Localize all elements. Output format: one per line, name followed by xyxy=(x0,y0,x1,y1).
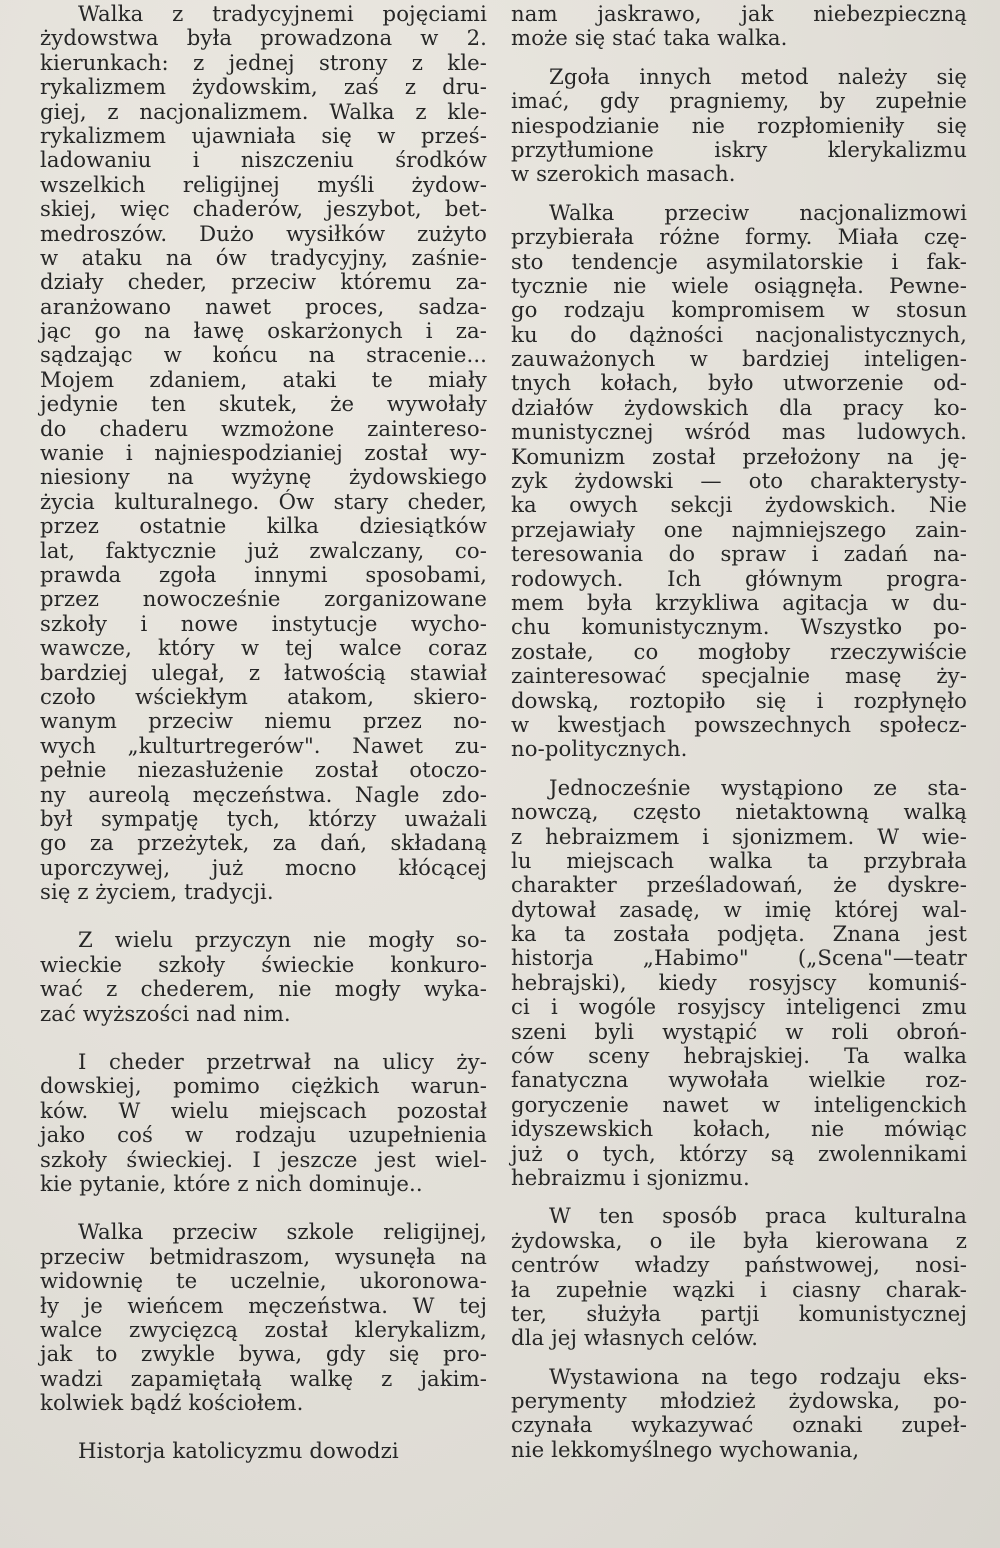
right-paragraph-5 xyxy=(511,1204,967,1350)
text-line: goryczenie nawet w inteligenckich xyxy=(511,1091,967,1117)
text-line: ka owych sekcji żydowskich. Nie xyxy=(511,492,967,518)
text-line: kolwiek bądź kościołem. xyxy=(40,1390,304,1416)
text-line: kie pytanie, które z nich dominuje.. xyxy=(40,1170,423,1196)
text-line: go za przeżytek, za dań, składaną xyxy=(40,830,487,856)
left-paragraph-5 xyxy=(40,1439,487,1463)
text-line: przez nowocześnie zorganizowane xyxy=(40,586,487,612)
text-line: sądzając w końcu na stracenie... xyxy=(40,342,487,368)
text-line: działów żydowskich dla pracy ko- xyxy=(511,394,967,420)
text-line: już o tych, którzy są zwolennikami xyxy=(511,1140,967,1166)
right-paragraph-1 xyxy=(511,2,967,51)
text-line: dowskiej, pomimo ciężkich warun- xyxy=(40,1073,487,1099)
text-line: uporczywej, już mocno kłócącej xyxy=(40,854,487,880)
text-line: fanatyczna wywołała wielkie roz- xyxy=(511,1067,967,1093)
text-line: ców sceny hebrajskiej. Ta walka xyxy=(511,1043,967,1069)
text-line: Mojem zdaniem, ataki te miały xyxy=(40,366,487,392)
text-line: wadzi zapamiętałą walkę z jakim- xyxy=(40,1365,487,1391)
text-line: wszelkich religijnej myśli żydow- xyxy=(40,171,487,197)
right-text-column xyxy=(511,2,967,1462)
text-line: przytłumione iskry klerykalizmu xyxy=(511,136,967,162)
text-line: jedynie ten skutek, że wywołały xyxy=(40,391,487,417)
paragraph-gap xyxy=(511,1351,967,1365)
text-line: dowską, roztopiło się i rozpłynęło xyxy=(511,687,967,713)
right-paragraph-2 xyxy=(511,65,967,187)
left-paragraph-4 xyxy=(40,1220,487,1415)
text-line: zyk żydowski — oto charakterysty- xyxy=(511,468,967,494)
paragraph-gap xyxy=(40,904,487,928)
text-line: ków. W wielu miejscach pozostał xyxy=(40,1097,487,1123)
paragraph-gap xyxy=(511,762,967,776)
text-line: wawcze, który w tej walce coraz xyxy=(40,635,487,661)
text-line: tycznie nie wiele osiągnęła. Pewne- xyxy=(511,272,967,298)
paragraph-gap xyxy=(511,51,967,65)
text-line: życia kulturalnego. Ów stary cheder, xyxy=(40,488,487,514)
text-line: Jednocześnie wystąpiono ze sta- xyxy=(549,774,967,800)
text-line: wieckie szkoły świeckie konkuro- xyxy=(40,951,487,977)
text-line: przejawiały one najmniejszego zain- xyxy=(511,516,967,542)
text-line: ter, służyła partji komunistycznej xyxy=(511,1300,967,1326)
text-line: ci i wogóle rosyjscy inteligenci zmu xyxy=(511,994,967,1020)
text-line: hebrajski), kiedy rosyjscy komuniś- xyxy=(511,969,967,995)
right-paragraph-6 xyxy=(511,1365,967,1463)
text-line: mem była krzykliwa agitacja w du- xyxy=(511,589,967,615)
text-line: się z życiem, tradycji. xyxy=(40,879,274,905)
text-line: bardziej ulegał, z łatwością stawiał xyxy=(40,659,487,685)
text-line: szeni byli wystąpić w roli obroń- xyxy=(511,1018,967,1044)
left-paragraph-1 xyxy=(40,2,487,904)
text-line: pełnie niezasłużenie został otoczo- xyxy=(40,757,487,783)
text-line: zostałe, co mogłoby rzeczywiście xyxy=(511,638,967,664)
text-line: czynała wykazywać oznaki zupeł- xyxy=(511,1412,967,1438)
text-line: przez ostatnie kilka dziesiątków xyxy=(40,513,487,539)
text-line: ła zupełnie wązki i ciasny charak- xyxy=(511,1276,967,1302)
text-line: może się stać taka walka. xyxy=(511,25,788,51)
text-line: żydowska, o ile była kierowana z xyxy=(511,1227,967,1253)
text-line: do chaderu wzmożone zaintereso- xyxy=(40,415,487,441)
text-line: Historja katolicyzmu dowodzi xyxy=(78,1438,399,1464)
text-line: szkoły świeckiej. I jeszcze jest wiel- xyxy=(40,1146,487,1172)
text-line: działy cheder, przeciw któremu za- xyxy=(40,269,487,295)
text-line: medroszów. Dużo wysiłków zużyto xyxy=(40,220,487,246)
text-line: niesiony na wyżynę żydowskiego xyxy=(40,464,487,490)
text-line: zainteresować specjalnie masę ży- xyxy=(511,663,967,689)
text-line: szkoły i nowe instytucje wycho- xyxy=(40,610,487,636)
text-line: go rodzaju kompromisem w stosun xyxy=(511,297,967,323)
text-line: wych „kulturtregerów". Nawet zu- xyxy=(40,732,487,758)
text-line: ladowaniu i niszczeniu środków xyxy=(40,147,487,173)
paragraph-gap xyxy=(40,1415,487,1439)
text-line: czoło wściekłym atakom, skiero- xyxy=(40,683,487,709)
text-line: żydowstwa była prowadzona w 2. xyxy=(40,25,487,51)
text-line: nie lekkomyślnego wychowania, xyxy=(511,1436,860,1462)
text-line: jako coś w rodzaju uzupełnienia xyxy=(40,1122,487,1148)
text-line: walce zwycięzcą został klerykalizm, xyxy=(40,1316,487,1342)
text-line: Komunizm został przełożony na ję- xyxy=(511,443,967,469)
text-line: jak to zwykle bywa, gdy się pro- xyxy=(40,1341,487,1367)
text-line: skiej, więc chaderów, jeszybot, bet- xyxy=(40,196,487,222)
text-line: dytował zasadę, w imię której wal- xyxy=(511,896,967,922)
text-line: teresowania do spraw i zadań na- xyxy=(511,541,967,567)
text-line: centrów władzy państwowej, nosi- xyxy=(511,1252,967,1278)
text-line: tnych kołach, było utworzenie od- xyxy=(511,370,967,396)
text-line: sto tendencje asymilatorskie i fak- xyxy=(511,248,967,274)
left-paragraph-3 xyxy=(40,1050,487,1196)
text-line: W ten sposób praca kulturalna xyxy=(549,1203,967,1229)
right-paragraph-3 xyxy=(511,201,967,762)
text-line: kierunkach: z jednej strony z kle- xyxy=(40,49,487,75)
text-line: hebraizmu i sjonizmu. xyxy=(511,1164,750,1190)
text-line: ny aureolą męczeństwa. Nagle zdo- xyxy=(40,781,487,807)
text-line: lu miejscach walka ta przybrała xyxy=(511,847,967,873)
text-line: rykalizmem ujawniała się w prześ- xyxy=(40,122,487,148)
text-line: chu komunistycznym. Wszystko po- xyxy=(511,614,967,640)
text-line: w szerokich masach. xyxy=(511,161,736,187)
text-line: ku do dążności nacjonalistycznych, xyxy=(511,321,967,347)
text-line: zauważonych w bardziej inteligen- xyxy=(511,346,967,372)
text-line: historja „Habimo" („Scena"—teatr xyxy=(511,945,967,971)
text-line: przybierała różne formy. Miała czę- xyxy=(511,224,967,250)
left-paragraph-2 xyxy=(40,928,487,1026)
text-line: był sympatję tych, którzy uważali xyxy=(40,805,487,831)
text-line: ły je wieńcem męczeństwa. W tej xyxy=(40,1292,487,1318)
paragraph-gap xyxy=(40,1196,487,1220)
text-line: jąc go na ławę oskarżonych i za- xyxy=(40,318,487,344)
text-line: niespodzianie nie rozpłomieniły się xyxy=(511,112,967,138)
text-line: Walka przeciw szkole religijnej, xyxy=(78,1219,487,1245)
text-line: lat, faktycznie już zwalczany, co- xyxy=(40,537,487,563)
text-line: I cheder przetrwał na ulicy ży- xyxy=(78,1049,487,1075)
text-line: Walka z tradycyjnemi pojęciami xyxy=(78,1,487,26)
text-line: Z wielu przyczyn nie mogły so- xyxy=(78,927,487,953)
text-line: rykalizmem żydowskim, zaś z dru- xyxy=(40,74,487,100)
left-text-column xyxy=(40,2,487,1464)
text-line: no-politycznych. xyxy=(511,736,688,762)
text-line: widownię te uczelnie, ukoronowa- xyxy=(40,1268,487,1294)
text-line: wanym przeciw niemu przez no- xyxy=(40,708,487,734)
text-line: imać, gdy pragniemy, by zupełnie xyxy=(511,88,967,114)
text-line: prawda zgoła innymi sposobami, xyxy=(40,561,487,587)
text-line: giej, z nacjonalizmem. Walka z kle- xyxy=(40,98,487,124)
paragraph-gap xyxy=(40,1026,487,1050)
text-line: z hebraizmem i sjonizmem. W wie- xyxy=(511,823,967,849)
text-line: charakter prześladowań, że dyskre- xyxy=(511,872,967,898)
text-line: wać z chederem, nie mogły wyka- xyxy=(40,976,487,1002)
text-line: perymenty młodzież żydowska, po- xyxy=(511,1388,967,1414)
text-line: nowczą, często nietaktowną walką xyxy=(511,799,967,825)
paragraph-gap xyxy=(511,187,967,201)
text-line: ka ta została podjęta. Znana jest xyxy=(511,921,967,947)
text-line: rodowych. Ich głównym progra- xyxy=(511,565,967,591)
right-paragraph-4 xyxy=(511,776,967,1191)
text-line: wanie i najniespodzianiej został wy- xyxy=(40,440,487,466)
text-line: Zgoła innych metod należy się xyxy=(549,63,967,89)
text-line: aranżowano nawet proces, sadza- xyxy=(40,293,487,319)
text-line: dla jej własnych celów. xyxy=(511,1325,759,1351)
text-line: Wystawiona na tego rodzaju eks- xyxy=(549,1363,967,1389)
text-line: w kwestjach powszechnych społecz- xyxy=(511,711,967,737)
text-line: nam jaskrawo, jak niebezpieczną xyxy=(511,1,967,26)
text-line: zać wyższości nad nim. xyxy=(40,1000,291,1026)
text-line: w ataku na ów tradycyjny, zaśnie- xyxy=(40,244,487,270)
text-line: munistycznej wśród mas ludowych. xyxy=(511,419,967,445)
text-line: przeciw betmidraszom, wysunęła na xyxy=(40,1243,487,1269)
text-line: idyszewskich kołach, nie mówiąc xyxy=(511,1116,967,1142)
text-line: Walka przeciw nacjonalizmowi xyxy=(549,199,967,225)
paragraph-gap xyxy=(511,1190,967,1204)
